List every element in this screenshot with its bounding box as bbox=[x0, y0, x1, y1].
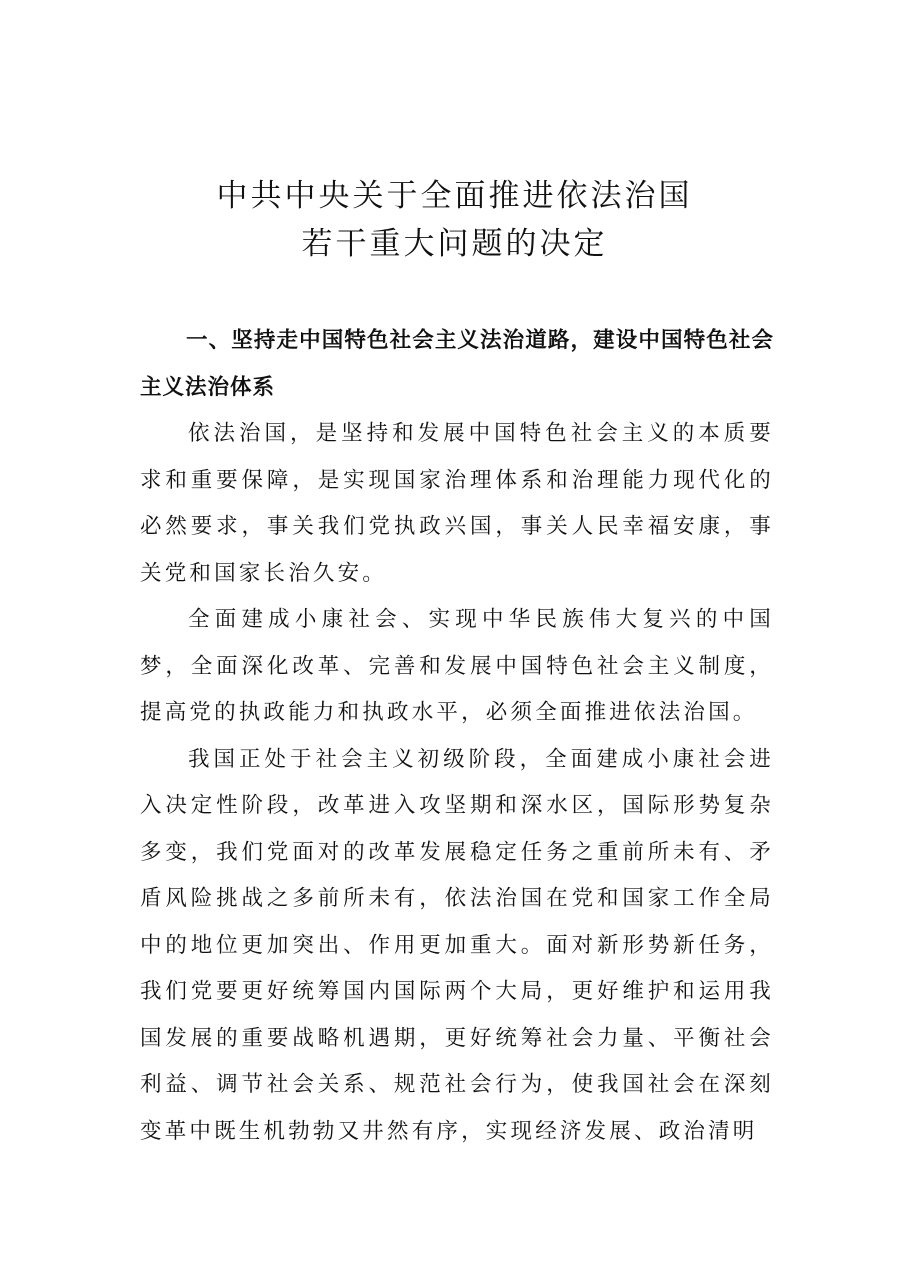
section-heading: 一、坚持走中国特色社会主义法治道路，建设中国特色社会主义法治体系 bbox=[140, 328, 774, 400]
document-title bbox=[0, 172, 909, 268]
title-line-2: 若干重大问题的决定 bbox=[301, 226, 608, 262]
paragraph-1: 依法治国，是坚持和发展中国特色社会主义的本质要求和重要保障，是实现国家治理体系和治理能力现代化的必然要求，事关我们党执政兴国，事关人民幸福安康，事关党和国家长治久安。 bbox=[140, 421, 774, 586]
document-body bbox=[140, 318, 774, 1155]
paragraph-3: 我国正处于社会主义初级阶段，全面建成小康社会进入决定性阶段，改革进入攻坚期和深水区，国际形势复杂多变，我们党面对的改革发展稳定任务之重前所未有、矛盾风险挑战之多前所未有，依法治国在党和国家工作全局中的地位更加突出、作用更加重大。面对新形势新任务，我们党要更好统筹国内国际两个大局，更好维护和运用我国发展的重要战略机遇期，更好统筹社会力量、平衡社会利益、调节社会关系、规范社会行为，使我国社会在深刻变革中既生机勃勃又井然有序，实现经济发展、政治清明 bbox=[140, 746, 774, 1144]
title-line-1: 中共中央关于全面推进依法治国 bbox=[216, 178, 693, 214]
paragraph-2: 全面建成小康社会、实现中华民族伟大复兴的中国梦，全面深化改革、完善和发展中国特色社会主义制度，提高党的执政能力和执政水平，必须全面推进依法治国。 bbox=[140, 607, 774, 725]
